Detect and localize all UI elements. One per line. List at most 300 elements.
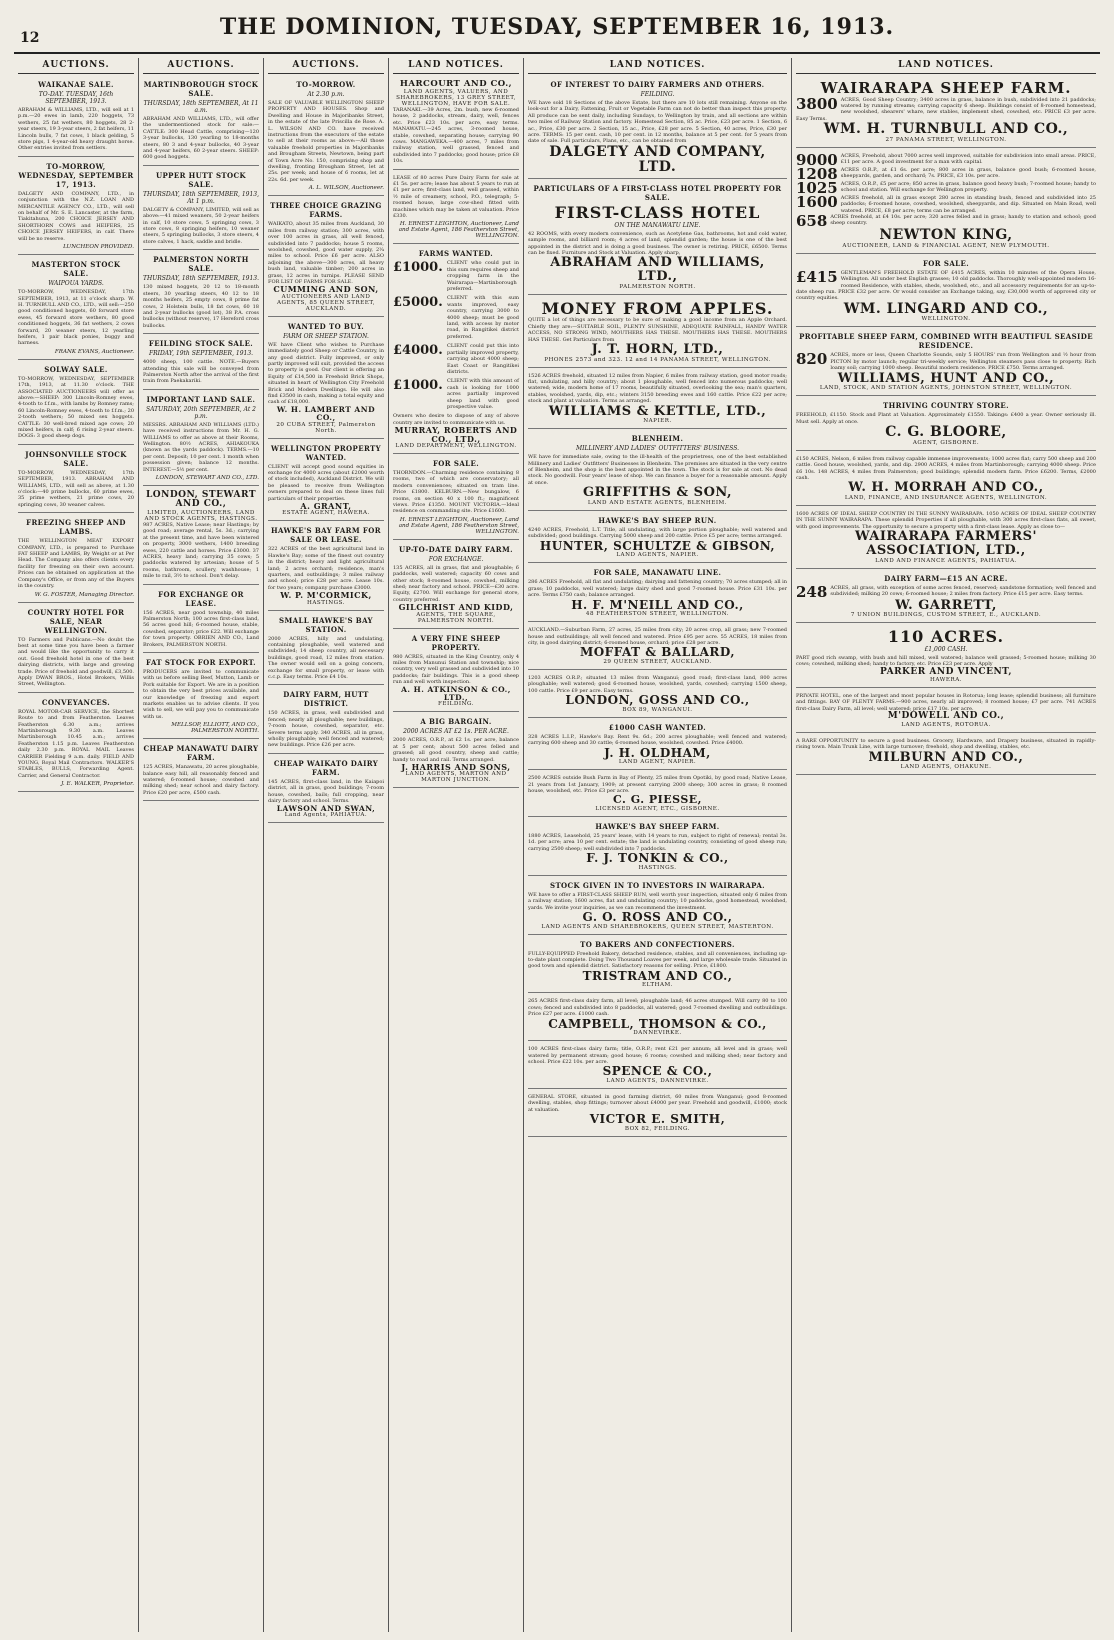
ad-body: 100 ACRES first-class dairy farm; title, O.R.P.; rent £21 per annum; all level and in grass; well watered by permanent stream; good house; 6 rooms; cowshed and milking shed; near factory and school. Price £22 10s. per acre.: [528, 1046, 787, 1065]
agent-address: LAND, FINANCE, AND INSURANCE AGENTS, WELLINGTON.: [844, 495, 1048, 502]
acreage-figure: 9000: [796, 150, 838, 169]
ad-title: PARTICULARS OF A FIRST-CLASS HOTEL PROPERTY FOR SALE.: [533, 184, 782, 203]
advertisement: [268, 441, 384, 522]
agent-name: MURRAY, ROBERTS AND CO., LTD.,: [394, 425, 518, 444]
ad-body: SALE OF VALUABLE WELLINGTON SHEEP PROPERTY AND HOUSES. Shop and Dwelling and House in Majoribanks Street, in the estate of the late Priscilla de Rose. A. L. WILSON AND CO. have received instructions from the executors of the estate to sell at their rooms as above:—All those valuable freehold properties in Majoribanks and Brougham Streets, Newtown, being part of Town Acre No. 150, comprising shop and dwelling, fronting Brougham Street, let at 25s. per week; and house of 6 rooms, let at 22s. 6d. per week.: [268, 100, 384, 183]
newspaper-columns: [14, 58, 1100, 1632]
column-3: [264, 58, 389, 1632]
advertisement: [18, 515, 134, 602]
ad-title: HAWKE'S BAY FARM FOR SALE OR LEASE.: [271, 526, 381, 545]
ad-subtitle: THURSDAY, 18th SEPTEMBER, 1913, At 1 p.m.: [143, 190, 259, 205]
ad-body: MESSRS. ABRAHAM AND WILLIAMS (LTD.) have received instructions from Mr. H. G. WILLIAMS to offer as above at their Rooms, Wellington. 80½ ACRES, AHIAKOUKA (known as the yards paddock). TERMS.—10 per cent. Deposit; 10 per cent. 1 month when possession given; balance 12 months. INTEREST.—5½ per cent.: [143, 421, 259, 473]
advertisement: [796, 150, 1096, 254]
agent-address: AUCTIONEERS AND LAND AGENTS, 85 QUEEN STREET, AUCKLAND.: [276, 293, 376, 312]
ad-signature: J. E. WALKER, Proprietor.: [61, 781, 134, 788]
advertisement: [18, 447, 134, 513]
ad-body: DALGETY AND COMPANY, LTD., in conjunction with the N.Z. LOAN AND MERCANTILE AGENCY CO., LTD., will sell on behalf of Mr. S. E. Lancaster, at the farm, Tiakitahuna, 200 CHOICE JERSEY AND SHORTHORN COWS and HEIFERS, 25 CHOICE JERSEY HEIFERS, in calf. There will be no reserve.: [18, 190, 134, 242]
ad-body: 286 ACRES Freehold, all flat and undulating; dairying and fattening country; 70 acres stumped; all in grass; 10 paddocks, well watered; large dairy shed and good 7-roomed house. Price £31 10s. per acre. Terms £750 cash; balance arranged.: [528, 579, 787, 599]
ad-title: MARTINBOROUGH STOCK SALE.: [143, 80, 259, 98]
ad-subtitle: FRIDAY, 19th SEPTEMBER, 1913.: [148, 350, 254, 358]
agent-address: LAND AGENTS, OHAKUNE.: [900, 764, 992, 771]
ad-title: CONVEYANCES.: [41, 697, 111, 707]
column-header: AUCTIONS.: [143, 58, 259, 74]
column-header: LAND NOTICES.: [528, 58, 787, 74]
advertisement: [528, 995, 787, 1041]
ad-title: FAT STOCK FOR EXPORT.: [146, 657, 256, 667]
ad-body: CLIENT will accept good sound equities in exchange for 4000 acres (about £2000 worth of stock included), Auckland District. We will be pleased to receive from Wellington owners prepared to deal on these lines full particulars of their properties.: [268, 463, 384, 502]
ad-title: TO-MORROW, WEDNESDAY, SEPTEMBER 17, 1913.: [18, 161, 134, 189]
masthead: [14, 10, 1100, 54]
ad-body: TARANAKI.—39 Acres, 2m. bush, new 6-roomed house, 2 paddocks, stream, dairy, well, fences etc. Price £23 10s. per acre, easy terms. MANAWATU.—245 acres, 3-roomed house, stable, cowshed, separating house; carrying 90 cows. MANGAWEKA.—400 acres, 7 miles from railway station, well grassed, fenced and subdivided into 7 paddocks; good house; price £8 10s.: [393, 106, 519, 165]
ad-body: 2000 ACRES, O.R.P., at £2 1s. per acre, balance at 5 per cent; about 500 acres felled and grassed; all good country, sheep and cattle; handy to road and rail. Terms arranged.: [393, 737, 519, 763]
advertisement: [393, 172, 519, 245]
ad-subtitle: £1,000 CASH.: [924, 645, 968, 653]
agent-name: VICTOR E. SMITH,: [589, 1112, 726, 1127]
ad-title: HAWKE'S BAY SHEEP FARM.: [595, 821, 720, 831]
amount: £4000.: [393, 343, 443, 359]
agent-address: ELTHAM.: [642, 982, 673, 989]
ad-body: ACRES, more or less, Queen Charlotte Sounds, only 5 HOURS' run from Wellington and ½ hour from PICTON by motor launch; regular tri-weekly service; Wellington steamers pass close to property. Rich loamy soil; carrying 1000 sheep. Beautiful modern residence. PRICE £750. Terms arranged.: [830, 352, 1096, 372]
agent-name: LONDON, GOSS AND CO.,: [565, 693, 750, 708]
ad-body: WE have sold 18 Sections of the above Estate, but there are 10 lots still remaining. Anyone on the look-out for a Dairy, Fattening, Fruit or Vegetable Farm can not do better than inspect this property. All produce can be sent daily, including Sundays, to Wellington by train, and all sections are within two miles of Railway Station and factory. Homestead Section, 85 ac. Price, £23 per acre. 1 Section, 6 ac., Price, £30 per acre. 2 Section, 15 ac., Price, £28 per acre. 5 Section, 40 acres, Price, £30 per acre. TERMS: 15 per cent. cash, 10 per cent. in 12 months, balance at 5 per cent. for 5 years from date of sale. Full particulars, Plans, etc., can be obtained from: [528, 100, 787, 145]
ad-signature: FRANK EVANS, Auctioneer.: [54, 348, 134, 355]
agent-address: LIMITED, AUCTIONEERS, LAND AND STOCK AGENTS, HASTINGS.: [144, 509, 258, 522]
ad-title: FOR SALE, MANAWATU LINE.: [593, 568, 722, 578]
ad-title: JOHNSONVILLE STOCK SALE.: [25, 449, 127, 468]
advertisement: [18, 257, 134, 360]
advertisement: [528, 672, 787, 718]
agent-address: LAND AGENTS, ROTORUA.: [901, 721, 991, 728]
agent-address: LAND AGENTS, NAPIER.: [616, 552, 699, 559]
acreage-figure: 1025: [796, 178, 838, 197]
advertisement: [393, 77, 519, 170]
advertisement: [143, 741, 259, 801]
ad-title: SMALL HAWKE'S BAY STATION.: [279, 615, 373, 634]
page-number: 12: [20, 30, 40, 46]
agent-name: W. H. MORRAH AND CO.,: [848, 480, 1044, 496]
agent-name: HUNTER, SCHULTZE & GIBSON,: [539, 538, 776, 553]
ad-body: 265 ACRES first-class dairy farm, all level; ploughable land; 46 acres stumped. Will carry 80 to 100 cows; fenced and subdivided into 8 paddocks, all watered; good 7-roomed dwelling and outbuildings. Price £27 per acre. £1000 cash.: [528, 998, 787, 1018]
agent-name: HARCOURT AND CO.,: [399, 79, 513, 89]
agent-name: MILBURN AND CO.,: [868, 749, 1024, 765]
ad-title: UPPER HUTT STOCK SALE.: [156, 170, 246, 189]
agent-address: LAND AGENT, NAPIER.: [618, 759, 697, 766]
ad-title: OF INTEREST TO DAIRY FARMERS AND OTHERS.: [550, 80, 765, 89]
advertisement: [268, 319, 384, 439]
ad-body: ABRAHAM AND WILLIAMS, LTD., will offer the undermentioned stock for sale:—CATTLE: 300 Head Cattle, comprising—120 3-year bullocks, 130 yearling to 18-months steers, 80 3 and 4-year bullocks, 40 3-year and 4-year heifers, 60 2-year steers. SHEEP: 600 good hoggets.: [143, 116, 259, 161]
ad-subtitle: At 2.30 p.m.: [307, 91, 345, 98]
advertisement: [796, 329, 1096, 396]
agent-address: AUCTIONEER, LAND & FINANCIAL AGENT, NEW PLYMOUTH.: [842, 242, 1050, 249]
ad-body: ACRES, all grass, with exception of some acres fenced, reserved; sandstone formation; well fenced and subdivided; milking 20 cows; 6-roomed house; 2 miles from factory. Price £15 per acre. Easy terms.: [830, 584, 1096, 597]
ad-title: A BIG BARGAIN.: [420, 717, 492, 727]
ad-title: FEILDING STOCK SALE.: [148, 339, 254, 349]
ad-title: DAIRY FARM, HUTT DISTRICT.: [283, 690, 369, 709]
agent-address: PHONES 2573 and 323. 12 and 14 PANAMA STREET, WELLINGTON.: [544, 356, 771, 363]
advertisement: [393, 542, 519, 629]
ad-title: COUNTRY HOTEL FOR SALE, NEAR WELLINGTON.: [27, 607, 125, 635]
advertisement: [796, 735, 1096, 775]
agent-name: W. GARRETT,: [895, 597, 997, 613]
agent-name: TRISTRAM AND CO.,: [582, 968, 733, 983]
ad-title: CHEAP WAIKATO DAIRY FARM.: [273, 758, 379, 777]
agent-address: LAND AND ESTATE AGENTS, BLENHEIM.: [587, 499, 728, 506]
ad-title: WANTED TO BUY.: [287, 321, 365, 331]
display-heading: MONEY FROM APPLES.: [541, 298, 774, 318]
advertisement: [268, 613, 384, 686]
ad-title: HAWKE'S BAY SHEEP RUN.: [598, 515, 717, 525]
ad-signature: W. G. FOSTER, Managing Director.: [34, 591, 134, 598]
agent-address: LAND AND FINANCE AGENTS, PAHIATUA.: [875, 557, 1017, 564]
agent-address: LICENSED AGENT, ETC., GISBORNE.: [595, 805, 720, 812]
ad-subtitle: SATURDAY, 20th SEPTEMBER, At 2 p.m.: [146, 405, 256, 420]
ad-body: TO-MORROW, WEDNESDAY, 17th SEPTEMBER, 1913. ABRAHAM AND WILLIAMS, LTD., will sell as above, at 1.30 o'clock:—40 prime bullocks, 60 prime ewes, 35 prime wethers, 21 prime cows, 20 springing cows, 30 weaner calves.: [18, 469, 134, 508]
ad-subtitle: ON THE MANAWATU LINE.: [614, 221, 701, 229]
agent-address: BOX 89, WANGANUI.: [622, 706, 693, 713]
agent-address: LAND AGENTS, VALUERS, AND SHAREBROKERS, 13 GREY STREET, WELLINGTON, HAVE FOR SALE.: [396, 88, 516, 107]
agent-name: WILLIAMS & KETTLE, LTD.,: [548, 403, 767, 419]
agent-name: W. P. M'CORMICK,: [280, 590, 372, 601]
wanted-item: [393, 343, 519, 375]
ad-body: THORNDON.—Charming residence containing 8 rooms, two of which are conservatory; all modern conveniences; situated on tram line. Price £1800. KELBURN.—New bungalow, 6 rooms, on section 40 x 100 ft.; magnificent views. Price £1350. MOUNT VICTORIA.—Ideal residence on commanding site. Price £1600.: [393, 469, 519, 515]
amount: £5000.: [393, 295, 443, 311]
advertisement: [796, 625, 1096, 688]
ad-body: THE WELLINGTON MEAT EXPORT COMPANY, LTD., is prepared to Purchase FAT SHEEP and LAMBS, By Weight or at Per Head. The Company also offers clients every facility for freezing on their own account. Prices can be obtained on application at the Company's Office, or from any of the Buyers in the country.: [18, 538, 134, 590]
advertisement: [528, 431, 787, 511]
agent-address: LAND AGENTS AND SHAREBROKERS, QUEEN STREET, MASTERTON.: [541, 923, 774, 930]
column-4: [389, 58, 524, 1632]
ad-title: FARMS WANTED.: [418, 249, 494, 259]
ad-body: 4000 sheep, 100 cattle. NOTE.—Buyers attending this sale will be conveyed from Palmerston North after the arrival of the first train from Paekakariki.: [143, 359, 259, 385]
advertisement: [18, 362, 134, 445]
ad-body: ABRAHAM & WILLIAMS, LTD., will sell at 1 p.m.—20 ewes in lamb, 220 hoggets, 73 wethers, 25 fat wethers, 80 hoggets, 28 2-year steers, 19 3-year steers, 2 fat heifers, 11 Lincoln bulls, 7 fat cows, 1 black gelding, 5 store pigs, 1 4-year-old heavy draught horse. Other entries invited from settlers.: [18, 107, 134, 152]
ad-subtitle: FEILDING.: [640, 91, 675, 98]
acreage-figure: £415: [796, 267, 838, 286]
agent-address: Land Agents, PAHIATUA.: [284, 812, 368, 819]
agent-name: M'DOWELL AND CO.,: [887, 711, 1005, 722]
advertisement: [528, 370, 787, 430]
ad-body: DALGETY & COMPANY, LIMITED, will sell as above:—41 mixed weaners, 50 2-year heifers in calf, 10 store cows, 5 springing cows, 3 store cows, 8 springing heifers, 10 weaner steers, 5 springing bullocks, 3 store steers, 4 store calves, 1 hack, saddle and bridle.: [143, 206, 259, 245]
ad-body: ACRES freehold, at £4 10s. per acre; 320 acres felled and in grass; handy to station and school; good sheep country.: [830, 214, 1096, 227]
ad-body: FULLY-EQUIPPED Freehold Bakery, detached residence, stables, and all conveniences, including up-to-date plant complete. Doing Two Thousand Loaves per week, and large wholesale trade. Situated in good town and splendid district. Satisfactory reasons for selling. Price, £1800.: [528, 950, 787, 970]
advertisement: [143, 77, 259, 166]
agent-name: GRIFFITHS & SON,: [583, 485, 732, 501]
column-header: AUCTIONS.: [268, 58, 384, 74]
advertisement: [796, 571, 1096, 624]
agent-name: ABRAHAM AND WILLIAMS, LTD.,: [550, 255, 765, 285]
advertisement: [393, 246, 519, 454]
acreage-figure: 658: [796, 212, 828, 231]
advertisement: [528, 1043, 787, 1089]
advertisement: [796, 508, 1096, 569]
advertisement: [528, 772, 787, 817]
ad-title: WELLINGTON PROPERTY WANTED.: [270, 443, 382, 462]
ad-title: TO BAKERS AND CONFECTIONERS.: [580, 939, 735, 949]
ad-subtitle: FOR EXCHANGE.: [428, 555, 484, 563]
acreage-figure: 1600: [796, 192, 838, 211]
advertisement: [796, 77, 1096, 148]
agent-name: F. J. TONKIN & CO.,: [586, 851, 729, 866]
agent-name: CAMPBELL, THOMSON & CO.,: [548, 1016, 767, 1031]
advertisement: [393, 714, 519, 788]
ad-body: AUCKLAND.—Suburban Farm, 27 acres, 25 miles from city; 20 acres crop, all grass; new 7-roomed house and outbuildings; all well fenced and watered. Price £95 per acre. 55 ACRES, 18 miles from city, in good dairying district; 6-roomed house, orchard; price £28 per acre.: [528, 627, 787, 646]
ad-title: £1000 CASH WANTED.: [608, 722, 707, 732]
agent-name: SPENCE & CO.,: [602, 1064, 713, 1079]
newspaper-title: THE DOMINION, TUESDAY, SEPTEMBER 16, 1913.: [219, 14, 895, 40]
ad-body: 42 ROOMS, with every modern convenience, such as Acetylene Gas, bathrooms, hot and cold water, sample rooms, and billiard room; 4 acres of land, splendid garden; the house is one of the best appointed in the district and is doing a good business. The owner is retiring. PRICE, £6500. Terms can be fixed. Furniture and Stock at Valuation. Apply sharp,: [528, 230, 787, 257]
ad-signature: LUNCHEON PROVIDED.: [63, 244, 134, 251]
agent-name: WM. H. TURNBULL AND CO.,: [823, 121, 1069, 138]
ad-body: WAIKATO, about 35 miles from Auckland, 30 miles from railway station; 300 acres, with over 100 acres in grass, all well fenced, subdivided into 7 paddocks; house 5 rooms, woolshed, cowshed, good water supply, 2¼ miles to school. Price £6 per acre. ALSO adjoining the above—300 acres, all heavy bush land, valuable timber; 200 acres in grass, 12 acres in turnips. PLEASE SEND FOR LIST OF FARMS FOR SALE.: [268, 221, 384, 285]
advertisement: [393, 456, 519, 540]
agent-address: 27 PANAMA STREET, WELLINGTON.: [885, 136, 1007, 143]
ad-body: CLIENT who could put in this sum requires sheep and cropping farm in the Wairarapa—Martinborough preferred.: [447, 260, 519, 293]
ad-title: PROFITABLE SHEEP FARM, COMBINED WITH BEAUTIFUL SEASIDE RESIDENCE.: [799, 332, 1093, 351]
display-heading: 110 ACRES.: [887, 627, 1005, 647]
acreage-figure: 820: [796, 350, 828, 369]
agent-name: WM. LINGARD AND CO.,: [843, 300, 1049, 317]
ad-body: 156 ACRES, near good township, 40 miles Palmerston North; 100 acres first-class land, 56 acres good hill; 6-roomed house, stable, cowshed, separator; price £22. Will exchange for town property. OBRIEN AND CO., Land Brokers, PALMERSTON NORTH.: [143, 609, 259, 648]
acreage-figure: 1208: [796, 164, 838, 183]
ad-title: SOLWAY SALE.: [44, 364, 108, 374]
ad-body: ROYAL MOTOR-CAR SERVICE, the Shortest Route to and from Featherston. Leaves Featherston 6.30 a.m.; arrives Martinborough 9.30 a.m. Leaves Martinborough 10.45 a.m.; arrives Featherston 1.15 p.m. Leaves Featherston daily 2.30 p.m. ROYAL MAIL Leaves CARRIER Fielding 9 a.m. daily. FIELD AND YOUNG, Royal Mail Contractors. WALKER'S STABLES, BULLS, Forwarding Agent. Carrier, and General Contractor.: [18, 708, 134, 779]
amount: £1000.: [393, 378, 443, 394]
advertisement: [18, 77, 134, 157]
agent-name: J. HARRIS AND SONS,: [401, 762, 511, 773]
ad-body: ACRES freehold, all in grass except 280 acres in standing bush, fenced and subdivided into 25 paddocks; 6-roomed house, cowshed, woolshed, sheepyards, and dip. Situated on Main Road, well watered. PRICE, £8 per acre; terms can be arranged.: [840, 194, 1096, 214]
advertisement: [528, 565, 787, 622]
column-1: [14, 58, 139, 1632]
ad-body: ACRES O.R.P., at £1 6s. per acre; 800 acres in grass, balance good bush; 6-roomed house, sheepyards, garden, and orchard; 7s. PRICE, £3 10s. per acre.: [840, 166, 1096, 180]
ad-body: GENERAL STORE, situated in good farming district, 60 miles from Wanganui; good 8-roomed dwelling, stables, shop fittings; turnover about £4000 per year. Freehold and goodwill, £1000; stock at valuation.: [528, 1094, 787, 1113]
acreage-figure: 3800: [796, 94, 838, 113]
column-header: AUCTIONS.: [18, 58, 134, 74]
advertisement: [18, 605, 134, 693]
agent-name: CUMMING AND SON,: [273, 284, 379, 295]
ad-body: WE have Client who wishes to Purchase immediately good Sheep or Cattle Country, in any good district. Fully improved, or only partly improved will suit, provided the access to property is good. Our client is offering an Equity of £14,500 in Freehold Brick Shops, situated in heart of Wellington City Freehold Brick and Modern Dwellings. He will also find £3500 in cash, making a total equity and cash of £18,000.: [268, 341, 384, 406]
agent-address: ESTATE AGENT, HAWERA.: [282, 510, 370, 517]
ad-title: THRIVING COUNTRY STORE.: [882, 401, 1009, 411]
advertisement: [796, 690, 1096, 733]
advertisement: [528, 513, 787, 563]
agent-name: C. G. PIESSE,: [612, 793, 703, 807]
advertisement: [528, 297, 787, 368]
column-header: LAND NOTICES.: [796, 58, 1096, 74]
advertisement: [528, 937, 787, 994]
ad-body: TO-MORROW, WEDNESDAY, SEPTEMBER 17th, 1913, at 11.30 o'clock. THE ASSOCIATED AUCTIONEERS will offer as above:—SHEEP: 300 Lincoln-Romney ewes, 4-tooth to f.f.m., with lambs by Romney rams; 60 Lincoln-Romney ewes, 4-tooth to f.f.m.; 20 2-tooth wethers; 50 mixed sex hoggets. CATTLE: 30 well-bred mixed age cows; 20 mixed heifers, in calf; 6 rising 2-year steers. DOGS: 3 good sheep dogs.: [18, 375, 134, 440]
advertisement: [268, 756, 384, 824]
agent-address: LAND AGENTS, MARTON AND MARTON JUNCTION.: [405, 771, 507, 784]
ad-subtitle: TO-DAY. TUESDAY, 16th SEPTEMBER, 1913.: [38, 91, 114, 105]
ad-body: 1600 ACRES OF IDEAL SHEEP COUNTRY IN THE SUNNY WAIRARAPA. 1050 ACRES OF IDEAL SHEEP COUNTRY IN THE SUNNY WAIRARAPA. These splendid Properties if all ploughable, with 300 acres first-class flats, all sweet, with good improvements. The opportunity to secure a property with a first-class lease. Apply as close to—: [796, 511, 1096, 530]
ad-body: 125 ACRES, Manawatu, 20 acres ploughable, balance easy hill, all reasonably fenced and watered; 6-roomed house; cowshed and milking shed; near school and dairy factory. Price £20 per acre, £500 cash.: [143, 764, 259, 796]
ad-body: 328 ACRES L.I.P., Hawke's Bay. Rent 9s. 6d.; 200 acres ploughable; well fenced and watered; carrying 600 sheep and 30 cattle; 6-roomed house, woolshed, cowshed. Price £4000.: [528, 733, 787, 747]
advertisement: [268, 523, 384, 610]
advertisement: [143, 655, 259, 739]
ad-title: A VERY FINE SHEEP PROPERTY.: [411, 633, 501, 652]
ad-body: 322 ACRES of the best agricultural land in Hawke's Bay; some of the finest out country in the district; heavy and light agricultural land; 2 acres orchard; residence, man's quarters, and outbuildings; 3 miles railway and school; price £28 per acre. Lease 10s. for two years; company purchase £3000.: [268, 546, 384, 591]
agent-name: W. H. LAMBERT AND CO.,: [276, 404, 376, 422]
ad-body: FREEHOLD, £1150. Stock and Plant at Valuation. Approximately £1550. Takings: £400 a year. Owner seriously ill. Must sell. Apply at once.: [796, 412, 1096, 425]
ad-title: MASTERTON STOCK SALE.: [31, 260, 121, 279]
column-5: [524, 58, 792, 1632]
ad-body: 2500 ACRES outside Bush Farm in Bay of Plenty, 25 miles from Opotiki, by good road; Native Lease, 21 years from 1st January, 1909; at present carrying 2000 sheep; 300 acres in grass; 8 roomed house, woolshed, etc. Price £3 per acre.: [528, 775, 787, 794]
wanted-item: [393, 295, 519, 340]
advertisement: [143, 336, 259, 390]
agent-name: C. G. BLOORE,: [885, 424, 1007, 441]
ad-body: GENTLEMAN'S FREEHOLD ESTATE OF £415 ACRES, within 10 minutes of the Opera House, Wellington. All under best English grasses; 10 old paddocks. Thoroughly well-appointed modern 16-roomed Residence, with stables, sheds, woolshed, etc., and all accessory requirements for an up-to-date sheep run. PRICE £32 per acre. Or would consider an Exchange taking, say, £30,000 worth of approved city or country equities.: [796, 269, 1096, 302]
ad-body: LEASE of 80 acres Pure Dairy Farm for sale at £1 5s. per acre; lease has about 5 years to run at £1 per acre; first-class land, well grassed, within ½ mile of creamery, school, P.O., telegraph; 5-roomed house, large cow-shed fitted with machines which may be taken at valuation. Price £330.: [393, 174, 519, 220]
agent-name: LAWSON AND SWAN,: [276, 803, 376, 813]
advertisement: [268, 687, 384, 753]
ad-body: A RARE OPPORTUNITY to secure a good business. Grocery, Hardware, and Drapery business, situated in rapidly-rising town. Main Trunk Line, with large turnover; freehold, shop and dwelling, stables, etc.: [796, 737, 1096, 751]
ad-signature: H. ERNEST LEIGHTON, Auctioneer, Land and Estate Agent, 186 Featherston Street, WELLINGTON.: [398, 221, 519, 240]
display-heading: WAIRARAPA SHEEP FARM.: [820, 79, 1072, 97]
ad-body: 987 ACRES, Native Lease; near Hastings; by good road; average rental, 5s. 3d.; carrying at the present time, and have been wintered on property, 3000 wethers, 1400 breeding ewes, 220 cattle and horses. Price £3000. 37 ACRES, heavy land; carrying 35 cows; 5 paddocks watered by artesian; house of 5 rooms, bathroom, scullery, washhouse; 1 mile to rail, 3½ to school. Don't delay.: [143, 521, 259, 580]
ad-title: FREEZING SHEEP AND LAMBS.: [26, 518, 126, 537]
ad-body: TO-MORROW, WEDNESDAY, 17th SEPTEMBER, 1913, at 11 o'clock sharp. W. H. TURNBULL AND CO., LTD., will sell:—250 good conditioned hoggets, 60 forward store ewes, 45 forward store wethers, 80 good conditioned hoggets, 36 fat wethers, 2 cows forward, 20 weaner steers, 12 yearling heifers, 1 pair black ponies, buggy and harness.: [18, 289, 134, 347]
advertisement: [143, 392, 259, 486]
ad-body: 1526 ACRES freehold, situated 12 miles from Napier, 6 miles from railway station, good motor roads; flat, undulating, and hilly country; about 1 ploughable, well fenced into numerous paddocks; well watered; wide, modern home of 17 rooms, beautifully situated, overlooking the sea; man's quarters, stables, woolshed, yards, dip, etc.; winters 3150 breeding ewes and 160 cattle. Price £22 per acre; stock and plant at valuation. Terms as arranged.: [528, 372, 787, 405]
ad-signature: A. L. WILSON, Auctioneer.: [308, 185, 384, 192]
ad-title: FOR SALE.: [432, 458, 480, 468]
ad-title: UP-TO-DATE DAIRY FARM.: [399, 544, 513, 554]
column-2: [139, 58, 264, 1632]
agent-name: A. H. ATKINSON & CO., LTD.,: [401, 684, 511, 702]
ad-body: ACRES, Freehold, about 7000 acres well improved, suitable for subdivision into small areas. PRICE, £11 per acre. A good investment for a man with capital.: [840, 152, 1096, 166]
acreage-figure: 248: [796, 582, 828, 601]
advertisement: [268, 198, 384, 316]
ad-subtitle: 2000 ACRES AT £2 1s. PER ACRE.: [403, 728, 509, 736]
ad-title: BLENHEIM.: [631, 434, 684, 444]
ad-body: PRODUCERS are invited to communicate with us before selling Beef, Mutton, Lamb or Pork suitable for Export. We are in a position to obtain the very best prices available, and our knowledge of freezing and export markets enables us to advise clients. If you wish to sell, we will pay you to communicate with us.: [143, 668, 259, 720]
agent-address: 29 QUEEN STREET, AUCKLAND.: [603, 658, 712, 665]
ad-signature: MELLSOP, ELLIOTT, AND CO., PALMERSTON NORTH.: [171, 722, 259, 735]
agent-address: HASTINGS.: [307, 599, 345, 606]
agent-name: MOFFAT & BALLARD,: [579, 645, 736, 660]
ad-title: PALMERSTON NORTH SALE.: [153, 255, 249, 274]
ad-title: CHEAP MANAWATU DAIRY FARM.: [143, 744, 259, 763]
amount: £1000.: [393, 260, 443, 276]
ad-title: WAIKANAE SALE.: [38, 80, 114, 89]
advertisement: [143, 488, 259, 585]
ad-title: FOR SALE.: [922, 258, 970, 268]
advertisement: [796, 398, 1096, 451]
wanted-item: [393, 260, 519, 292]
ad-signature: H. ERNEST LEIGHTON, Auctioneer, Land and Estate Agent, 186 Featherston Street, WELLINGTON.: [398, 516, 519, 535]
agent-name: WILLIAMS, HUNT AND CO.,: [837, 370, 1055, 386]
advertisement: [528, 77, 787, 179]
agent-name: DALGETY AND COMPANY, LTD.: [549, 143, 766, 175]
ad-body: 130 mixed hoggets, 20 12 to 18-month steers, 30 yearling steers, 40 12 to 18 months heifers, 25 empty cows, 8 prime fat cows, 2 Holstein bulls, 18 fat cows, 60 18 and 2-year bullocks (good lot), 38 P.A. cross bullocks (without reserve), 17 Hereford cross bullocks.: [143, 284, 259, 329]
advertisement: [528, 624, 787, 670]
agent-address: HAWERA.: [929, 677, 963, 684]
ad-body: CLIENT could put this into partially improved property, carrying about 4000 sheep; East Coast or Rangitikei districts.: [447, 343, 519, 375]
agent-address: NAPIER.: [643, 418, 672, 425]
advertisement: [796, 256, 1096, 328]
ad-body: WE have for immediate sale, owing to the ill-health of the proprietress, one of the best established Millinery and Ladies' Outfitters' Businesses in Blenheim. The premises are situated in the very centre of Blenheim, and the shop is the best appointed in the town. The stock is for sale at cost. No dead stock. No goodwill. Four years' lease of shop. We can finance a buyer for a reasonable amount. Apply at once.: [528, 454, 787, 486]
ad-body: CLIENT with this amount of cash is looking for 1000 acres partially improved sheep land with good prospective value.: [447, 378, 519, 410]
ad-body: 4240 ACRES, Freehold, L.T. Title, all undulating, with large portion ploughable; well watered and subdivided; good buildings. Carrying 5000 sheep and 200 cattle. Price £5 per acre; terms arranged.: [528, 526, 787, 540]
ad-body: 135 ACRES, all in grass, flat and ploughable; 6 paddocks, well watered; capacity 60 cows and other stock; 8-roomed house, cowshed, milking shed; near factory and school. PRICE—£30 acre. Equity, £2700. Will exchange for general store, country preferred.: [393, 564, 519, 603]
agent-address: PALMERSTON NORTH.: [619, 283, 696, 290]
column-6: [792, 58, 1100, 1632]
agent-address: 7 UNION BUILDINGS, CUSTOM STREET, E., AUCKLAND.: [850, 612, 1042, 619]
agent-address: BOX 82, FEILDING.: [624, 1125, 691, 1132]
agent-address: WELLINGTON.: [921, 316, 971, 323]
advertisement: [528, 878, 787, 935]
agent-address: AGENTS, THE SQUARE, PALMERSTON NORTH.: [416, 611, 496, 624]
advertisement: [18, 695, 134, 792]
agent-address: 48 FEATHERSTON STREET, WELLINGTON.: [585, 611, 730, 618]
agent-address: AGENT, GISBORNE.: [912, 439, 980, 446]
advertisement: [393, 631, 519, 713]
agent-name: J. T. HORN, LTD.,: [591, 341, 724, 357]
ad-body: CLIENT with this sum wants improved, easy country, carrying 3000 to 4000 sheep; must be good land, with access by motor road, in Rangitikei district preferred.: [447, 295, 519, 340]
agent-name: NEWTON KING,: [879, 227, 1013, 244]
ad-signature: LONDON, STEWART AND CO., LTD.: [155, 475, 259, 481]
agent-name: H. F. M'NEILL AND CO.,: [571, 597, 744, 612]
ad-body: PART good rich swamp, with bush and hill mixed, well watered; balance well grassed; 5-roomed house; milking 30 cows; cowshed, milking shed; handy to factory, etc. Price £23 per acre. Apply: [796, 654, 1096, 668]
ad-body: 150 ACRES, in grass, well subdivided and fenced; nearly all ploughable; new buildings, 7-room house, cowshed, separator, etc. Severe terms apply. 340 ACRES, all in grass, wholly ploughable; well fenced and watered; new buildings. Price £26 per acre.: [268, 710, 384, 749]
advertisement: [528, 1091, 787, 1137]
ad-subtitle: THURSDAY, 18th SEPTEMBER, 1913.: [143, 275, 259, 283]
agent-address: LAND DEPARTMENT, WELLINGTON.: [395, 442, 517, 449]
ad-body: ACRES, O.R.P., £5 per acre; 850 acres in grass, balance good heavy bush; 7-roomed house; handy to school and station. Will exchange for Wellington property.: [840, 180, 1096, 194]
agent-address: HASTINGS.: [638, 864, 677, 871]
advertisement: [528, 181, 787, 295]
ad-title: STOCK GIVEN IN TO INVESTORS IN WAIRARAPA.: [549, 880, 766, 890]
advertisement: [143, 168, 259, 250]
ad-body: £150 ACRES, Nelson, 6 miles from railway capable immense improvements; 1000 acres flat; carry 500 sheep and 200 cattle. Good house, woolshed, yards, and dip. 2900 ACRES, 4 miles from Martinborough; carrying 4000 sheep. Price £6 10s. 148 ACRES, 4 miles from Palmerston; good buildings; splendid modern farm. Price £6200. Terms, £2000 cash.: [796, 455, 1096, 482]
ad-subtitle: FARM OR SHEEP STATION.: [283, 332, 369, 340]
agent-address: 20 CUBA STREET, Palmerston North.: [276, 421, 376, 434]
agent-address: DANNEVIRKE.: [633, 1030, 682, 1037]
wanted-item: [393, 378, 519, 410]
agent-name: G. O. ROSS AND CO.,: [582, 909, 733, 924]
advertisement: [18, 159, 134, 255]
agent-name: GILCHRIST AND KIDD,: [398, 602, 514, 613]
ad-subtitle: MILLINERY AND LADIES' OUTFITTERS' BUSINESS.: [575, 445, 740, 453]
ad-title: THREE CHOICE GRAZING FARMS.: [270, 201, 382, 220]
agent-name: LONDON, STEWART AND CO.,: [145, 490, 257, 510]
advertisement: [528, 720, 787, 770]
ad-body: WE have to offer a FIRST-CLASS SHEEP RUN, well worth your inspection, situated only 6 miles from a railway station; 1600 acres, flat and undulating country; 10 paddocks, good homestead, woolshed, yards. We invite your inquiries, as we can recommend the investment.: [528, 891, 787, 911]
ad-body: 145 ACRES, first-class land, in the Kaiapoi district, all in grass, good buildings; 7-room house, cowshed, bails; full cropping, near dairy factory and school. Terms.: [268, 778, 384, 805]
advertisement: [796, 453, 1096, 506]
agent-name: J. H. OLDHAM,: [604, 745, 711, 760]
ad-body: 1880 ACRES, Leasehold, 25 years' lease, with 14 years to run, subject to right of renewal; rental 3s. 1d. per acre; area 10 per cent. estate; the land is undulating country, consisting of good sheep run; carrying 2500 sheep; well subdivided into 7 paddocks.: [528, 832, 787, 852]
ad-subtitle: THURSDAY, 18th SEPTEMBER, At 11 a.m.: [143, 100, 259, 114]
column-header: LAND NOTICES.: [393, 58, 519, 74]
ad-body: PRIVATE HOTEL, one of the largest and most popular houses in Rotorua; long lease; splendid business; all furniture and fittings. BAY OF PLENTY FARMS.—900 acres, nearly all improved; 8 roomed house; £7 per acre. 741 ACRES first-class Dairy Farm, all level; well watered; price £17 10s. per acre.: [796, 693, 1096, 712]
ad-body: Owners who desire to dispose of any of above country are invited to communicate with us.: [393, 413, 519, 426]
display-heading: FIRST-CLASS HOTEL: [554, 203, 761, 223]
ad-body: QUITE a lot of things are necessary to be sure of making a good income from an Apple Orchard. Chiefly they are:—SUITABLE SOIL, PLENTY SUNSHINE, ADEQUATE RAINFALL, HANDY WATER ACCESS, NO STRONG WIND, MOUTHERS HAS THESE. MOUTHERS HAS THESE. MOUTHERS HAS THESE. Get Particulars from: [528, 317, 787, 343]
ad-body: 980 ACRES, situated in the King Country, only 4 miles from Manunui Station and township; nice country, very well grassed and subdivided into 10 paddocks; fair buildings. This is a good sheep run and well worth inspection.: [393, 653, 519, 686]
ad-body: 1203 ACRES O.R.P.; situated 13 miles from Wanganui; good road; first-class land, 800 acres ploughable; well watered; good 6-roomed house, woolshed, yards, cowshed; carrying 1500 sheep, 100 cattle. Price £9 per acre. Easy terms.: [528, 674, 787, 694]
ad-body: TO Farmers and Publicans.—No doubt the best at some time you have been a farmer and would like the opportunity to carry it out. Good freehold hotel in one of the best dairying districts, with large and growing trade. Price of freehold and goodwill, £3,500. Apply DWAN BROS., Hotel Brokers, Willis Street, Wellington.: [18, 636, 134, 688]
agent-name: PARKER AND VINCENT,: [879, 666, 1013, 677]
ad-body: ACRES, Good Sheep Country; 3400 acres in grass, balance in bush, subdivided into 21 paddocks; watered by running streams; carrying capacity 6 sheep. Buildings consist of 8-roomed homestead, new woolshed, shearers' whare, new stables, implement shed, cowshed, etc. PRICE £3 per acre. Easy Terms.: [796, 96, 1096, 122]
agent-address: LAND AGENTS, DANNEVIRKE.: [606, 1078, 709, 1084]
agent-name: A. GRANT,: [300, 500, 352, 511]
ad-title: TO-MORROW.: [296, 80, 356, 89]
ad-subtitle: WAIPOUA YARDS.: [48, 280, 104, 288]
ad-title: IMPORTANT LAND SALE.: [146, 394, 256, 404]
ad-title: FOR EXCHANGE OR LEASE.: [158, 589, 244, 608]
agent-address: FEILDING.: [437, 701, 475, 708]
